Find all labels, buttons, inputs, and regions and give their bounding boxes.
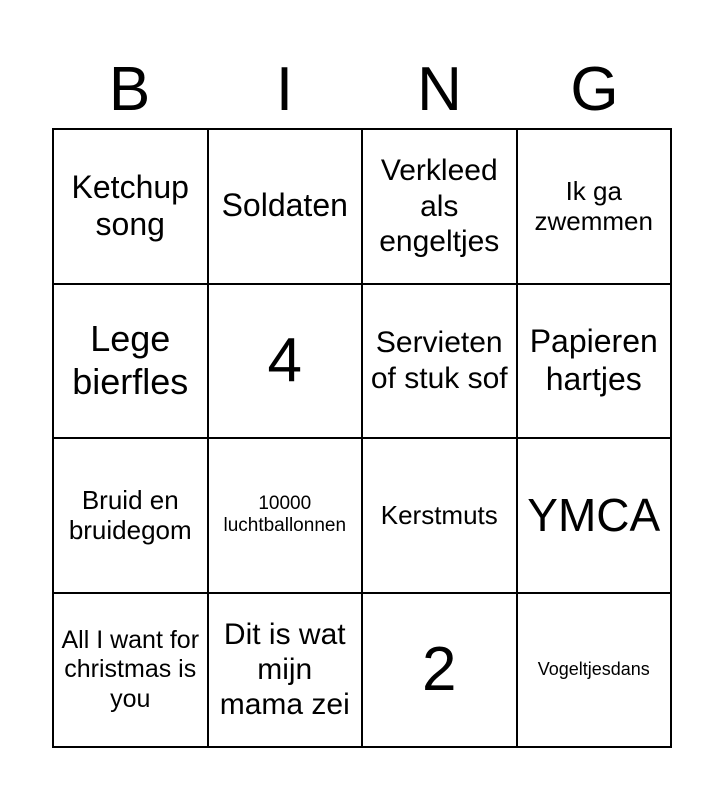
bingo-cell[interactable]: Verkleed als engeltjes (362, 129, 517, 284)
bingo-cell[interactable]: Dit is wat mijn mama zei (208, 593, 363, 748)
header-letter-n: N (417, 55, 462, 124)
bingo-cell[interactable]: YMCA (517, 438, 672, 593)
bingo-cell[interactable]: Kerstmuts (362, 438, 517, 593)
bingo-cell[interactable]: 2 (362, 593, 517, 748)
bingo-cell[interactable]: Bruid en bruidegom (53, 438, 208, 593)
bingo-cell[interactable]: Ik ga zwemmen (517, 129, 672, 284)
bingo-cell[interactable]: Vogeltjesdans (517, 593, 672, 748)
bingo-header (52, 52, 672, 128)
bingo-cell[interactable]: Soldaten (208, 129, 363, 284)
bingo-cell[interactable]: Servieten of stuk sof (362, 284, 517, 439)
header-letter-b: B (108, 55, 151, 124)
bingo-grid (52, 128, 672, 748)
bingo-cell[interactable]: 4 (208, 284, 363, 439)
bingo-cell[interactable]: 10000 luchtballonnen (208, 438, 363, 593)
header-letter-i: I (275, 55, 294, 124)
bingo-cell[interactable]: Papieren hartjes (517, 284, 672, 439)
header-letter-g: G (570, 55, 619, 124)
bingo-cell[interactable]: All I want for christmas is you (53, 593, 208, 748)
bingo-cell[interactable]: Ketchup song (53, 129, 208, 284)
bingo-cell[interactable]: Lege bierfles (53, 284, 208, 439)
